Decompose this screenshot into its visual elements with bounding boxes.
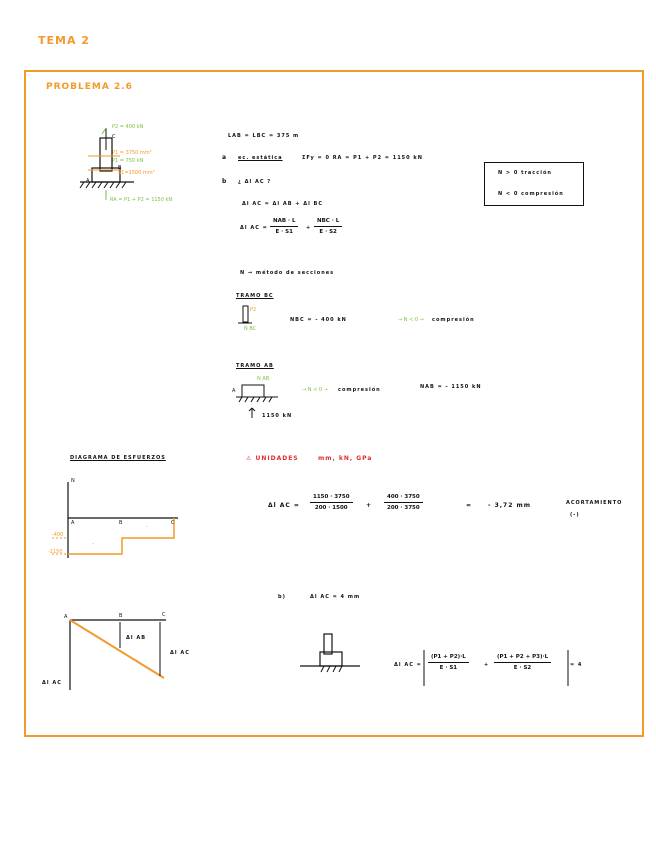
part-b-fraction-2-num: (P1 + P2 + P3)·L [497,654,549,660]
calc-fraction-2-bar [384,502,423,503]
part-b-fraction-1-bar [428,662,469,663]
item-b-marker: b [222,178,228,185]
disp-dl-ab: Δl AB [126,635,147,641]
plus-sign: + [306,225,312,231]
point-c-label: C [112,134,116,140]
diagram-a: A [71,520,75,526]
calc-fraction-2 [384,494,423,511]
sum-equation: Δl AC = Δl AB + Δl BC [242,201,324,207]
problem-title: PROBLEMA 2.6 [46,82,133,92]
method-note: N → método de secciones [240,270,335,276]
part-b-lhs: Δl AC = [394,662,422,668]
legend-line-2: N < 0 compresión [498,191,564,197]
nbc-equation: NBC = - 400 kN [290,317,347,323]
tramo-bc-bottom: N BC [244,326,257,332]
calc-fraction-2-num: 400 · 3750 [387,494,420,500]
part-b-label: b) [278,594,286,600]
diagram-val-1150: -1150 [48,549,63,555]
dl-lhs: Δl AC = [240,225,268,231]
calc-fraction-1 [310,494,353,511]
units-warning: ⚠ UNIDADES [246,455,299,462]
disp-c: C [162,612,166,618]
calc-lhs: Δl AC = [268,502,300,509]
tramo-bc-p2: P2 [250,307,257,313]
diagram-green-mark-2: - [92,541,94,547]
part-b-fraction-2 [494,654,551,671]
tramo-bc-result: compresión [432,317,475,323]
tramo-ab-result: compresión [338,387,381,393]
p2-label: P2 = 400 kN [112,124,144,130]
calc-fraction-1-num: 1150 · 3750 [313,494,350,500]
fraction-2-bar [314,226,342,227]
disp-dl-ac: Δl AC [170,650,190,656]
calc-fraction-2-den: 200 · 3750 [387,505,420,511]
diagram-green-mark: - [146,524,148,530]
calc-approx: = [466,502,473,509]
fraction-1-bar [270,226,298,227]
diagram-val-400: -400 [52,532,64,538]
calc-fraction-1-den: 200 · 1500 [314,505,348,511]
disp-a: A [64,614,68,620]
tramo-bc-title: TRAMO BC [236,293,274,299]
item-a-equation: ΣFy = 0 RA = P1 + P2 = 1150 kN [302,155,423,161]
disp-b: B [119,613,123,619]
part-b-fraction-1-den: E · S1 [439,665,458,671]
units-list: mm, kN, GPa [318,455,373,462]
item-b-question: ¿ Δl AC ? [238,179,272,185]
point-a-label: A [86,178,90,184]
part-b-column-sketch [296,630,366,680]
item-a-marker: a [222,154,228,161]
fraction-2 [314,218,342,235]
lengths-text: LAB = LBC = 375 m [228,133,300,139]
p1-label: P1 = 750 kN [112,158,144,164]
reaction-label: RA = P1 + P2 = 1150 kN [110,197,173,203]
part-b-condition: Δl AC = 4 mm [310,594,361,600]
diagram-title: DIAGRAMA DE ESFUERZOS [70,455,166,461]
fraction-2-num: NBC · L [317,218,340,224]
calc-plus: + [366,502,373,509]
tramo-bc-arrow-note: → N < 0 → [398,317,424,323]
calc-conclusion-1: ACORTAMIENTO [566,500,623,506]
fraction-1-den: E · S1 [275,229,293,235]
item-a-label: ec. estática [238,155,283,161]
disp-axis: Δl AC [42,680,62,686]
point-b-label: B [118,165,122,171]
fraction-1-num: NAB · L [273,218,296,224]
tramo-ab-title: TRAMO AB [236,363,274,369]
tramo-ab-a: A [232,388,236,394]
calc-fraction-1-bar [310,502,353,503]
part-b-rhs: = 4 [570,662,583,668]
part-b-fraction-2-bar [494,662,551,663]
part-b-fraction-1 [428,654,469,671]
tramo-ab-arrow-note: → N < 0 → [302,387,328,393]
nab-equation: NAB = - 1150 kN [420,384,482,390]
part-b-fraction-2-den: E · S2 [513,665,532,671]
diagram-b: B [119,520,123,526]
calc-conclusion-2: (-) [570,512,580,518]
legend-line-1: N > 0 tracción [498,170,552,176]
fraction-1 [270,218,298,235]
tramo-ab-top: N AB [257,376,270,382]
p1-area-label: P1 = 3750 mm² [112,150,152,156]
s1-label: S1=1500 mm² [118,170,155,176]
calc-result: - 3,72 mm [488,502,531,509]
tema-heading: TEMA 2 [38,34,90,47]
part-b-plus: + [484,662,490,668]
diagram-c: C [171,520,175,526]
diagram-n-axis: N [71,478,75,484]
sign-legend [484,162,584,206]
part-b-fraction-1-num: (P1 + P2)·L [431,654,466,660]
tramo-ab-bottom: 1150 kN [262,413,293,419]
fraction-2-den: E · S2 [319,229,337,235]
